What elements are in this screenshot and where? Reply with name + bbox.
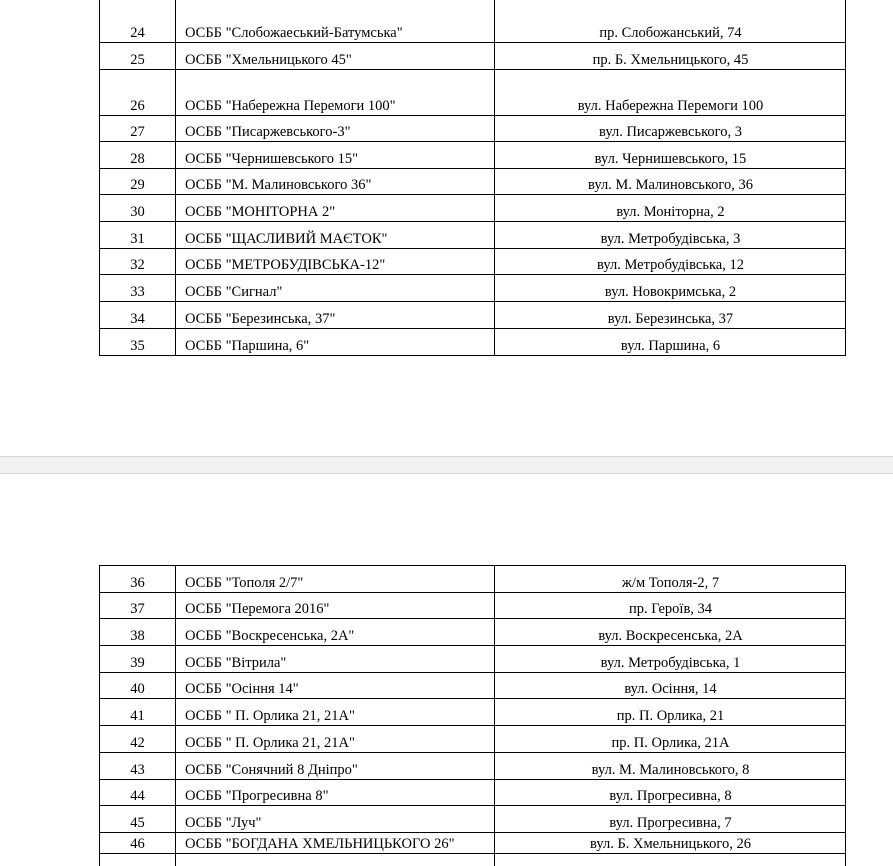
row-number: 26 <box>130 98 145 114</box>
table-row <box>99 302 846 329</box>
osbb-address: вул. Прогресивна, 8 <box>609 788 732 804</box>
page-break-separator <box>0 456 893 474</box>
osbb-name: ОСББ "Сигнал" <box>185 284 283 300</box>
osbb-name: ОСББ "БОГДАНА ХМЕЛЬНИЦЬКОГО 26" <box>185 836 455 852</box>
table-row <box>99 806 846 833</box>
osbb-address: вул. Прогресивна, 7 <box>609 815 732 831</box>
osbb-address: ж/м Тополя-2, 7 <box>621 575 720 591</box>
osbb-address: вул. Метробудівська, 12 <box>597 257 744 273</box>
osbb-name: ОСББ "Воскресенська, 2А" <box>185 628 355 644</box>
row-number: 28 <box>130 151 145 167</box>
osbb-address: пр. П. Орлика, 21 <box>616 708 725 724</box>
osbb-name: ОСББ "Луч" <box>185 815 262 831</box>
osbb-address: вул. Писаржевського, 3 <box>599 124 742 140</box>
osbb-address: вул. М. Малиновського, 36 <box>587 177 753 193</box>
table-row <box>99 249 846 275</box>
osbb-address: вул. М. Малиновського, 8 <box>591 762 750 778</box>
osbb-address: вул. Метробудівська, 3 <box>600 231 741 247</box>
osbb-name: ОСББ "Березинська, 37" <box>185 311 336 327</box>
row-number: 24 <box>130 25 145 41</box>
osbb-address: вул. Моніторна, 2 <box>616 204 725 220</box>
row-number: 44 <box>130 788 145 804</box>
osbb-address: вул. Метробудівська, 1 <box>600 655 741 671</box>
table-row <box>99 833 846 854</box>
row-number: 45 <box>130 815 145 831</box>
table-row <box>99 275 846 302</box>
osbb-name: ОСББ "Набережна Перемоги 100" <box>185 98 396 114</box>
osbb-name: ОСББ "Хмельницького 45" <box>185 52 352 68</box>
row-number: 30 <box>130 204 145 220</box>
osbb-name: ОСББ "Чернишевського 15" <box>185 151 358 167</box>
table-row <box>99 673 846 699</box>
osbb-name: ОСББ "Осіння 14" <box>185 681 299 697</box>
table-row <box>99 753 846 780</box>
row-number: 31 <box>130 231 145 247</box>
row-number: 39 <box>130 655 145 671</box>
osbb-name: ОСББ "Писаржевського-3" <box>185 124 351 140</box>
osbb-address: вул. Паршина, 6 <box>620 338 721 354</box>
osbb-address: пр. П. Орлика, 21А <box>611 735 730 751</box>
osbb-name: ОСББ " П. Орлика 21, 21А" <box>185 708 355 724</box>
osbb-address: пр. Слобожанський, 74 <box>599 25 742 41</box>
osbb-address: пр. Героїв, 34 <box>628 601 713 617</box>
row-number: 37 <box>130 601 145 617</box>
row-number: 34 <box>130 311 145 327</box>
table-row <box>99 329 846 356</box>
osbb-address: вул. Новокримська, 2 <box>604 284 737 300</box>
osbb-name: ОСББ "Сонячний 8 Дніпро" <box>185 762 358 778</box>
table-row <box>99 780 846 806</box>
osbb-name: ОСББ "ЩАСЛИВИЙ МАЄТОК" <box>185 231 388 247</box>
table-row <box>99 195 846 222</box>
table-row <box>99 726 846 753</box>
table-row <box>99 593 846 619</box>
osbb-address: вул. Б. Хмельницького, 26 <box>590 836 751 852</box>
table-row <box>99 70 846 116</box>
osbb-name: ОСББ "Вітрила" <box>185 655 287 671</box>
table-row <box>99 43 846 70</box>
osbb-name: ОСББ "М. Малиновського 36" <box>185 177 372 193</box>
osbb-address: вул. Набережна Перемоги 100 <box>577 98 764 114</box>
row-number: 33 <box>130 284 145 300</box>
row-number: 36 <box>130 575 145 591</box>
row-number: 32 <box>130 257 145 273</box>
osbb-address: вул. Березинська, 37 <box>607 311 734 327</box>
table-row <box>99 646 846 673</box>
osbb-address: вул. Чернишевського, 15 <box>594 151 747 167</box>
table-row <box>99 169 846 195</box>
row-number: 35 <box>130 338 145 354</box>
table-row <box>99 565 846 593</box>
row-number: 41 <box>130 708 145 724</box>
osbb-name: ОСББ "Тополя 2/7" <box>185 575 304 591</box>
row-number: 46 <box>130 836 145 852</box>
osbb-name: ОСББ " П. Орлика 21, 21А" <box>185 735 355 751</box>
osbb-name: ОСББ "МЕТРОБУДІВСЬКА-12" <box>185 257 386 273</box>
document-page-2 <box>0 474 893 863</box>
osbb-name: ОСББ "МОНІТОРНА 2" <box>185 204 336 220</box>
table-row <box>99 619 846 646</box>
table-row-partial <box>99 854 846 866</box>
table-row <box>99 0 846 43</box>
table-row <box>99 222 846 249</box>
osbb-address: вул. Воскресенська, 2А <box>598 628 743 644</box>
osbb-name: ОСББ "Перемога 2016" <box>185 601 330 617</box>
osbb-address: пр. Б. Хмельницького, 45 <box>592 52 749 68</box>
table-row <box>99 142 846 169</box>
osbb-name: ОСББ "Паршина, 6" <box>185 338 310 354</box>
row-number: 27 <box>130 124 145 140</box>
row-number: 25 <box>130 52 145 68</box>
osbb-address: вул. Осіння, 14 <box>624 681 717 697</box>
row-number: 38 <box>130 628 145 644</box>
osbb-name: ОСББ "Прогресивна 8" <box>185 788 329 804</box>
row-number: 42 <box>130 735 145 751</box>
row-number: 29 <box>130 177 145 193</box>
table-row <box>99 116 846 142</box>
table-row <box>99 699 846 726</box>
row-number: 40 <box>130 681 145 697</box>
osbb-name: ОСББ "Слобожаеський-Батумська" <box>185 25 403 41</box>
row-number: 43 <box>130 762 145 778</box>
